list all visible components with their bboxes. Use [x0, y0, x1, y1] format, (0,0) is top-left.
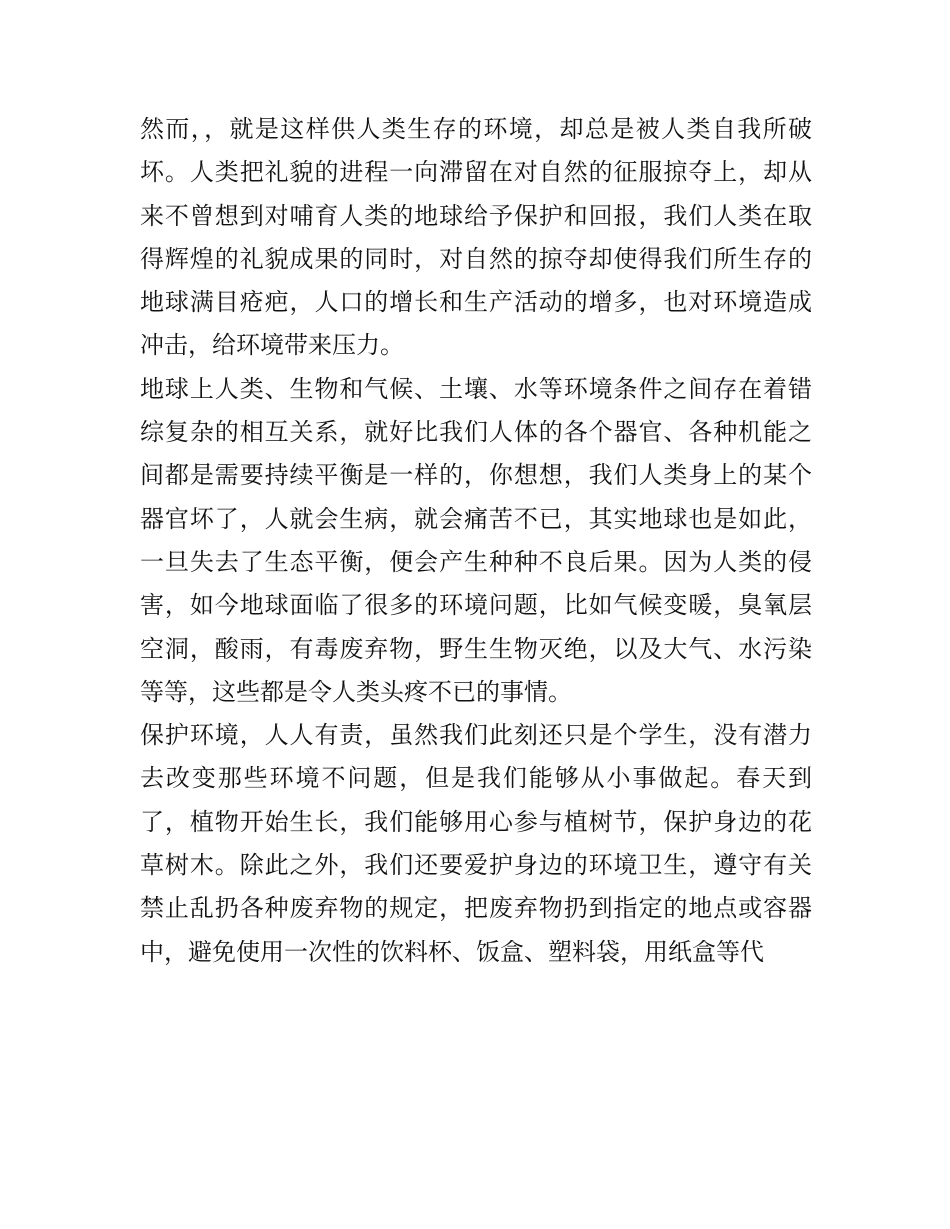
text-line: 中，避免使用一次性的饮料杯、饭盒、塑料袋，用纸盒等代 — [140, 937, 764, 966]
text-line: 保护环境，人人有责，虽然我们此刻还只是个学生，没有潜力 — [140, 721, 812, 750]
document-body — [140, 108, 812, 974]
paragraph-environment-damage — [140, 108, 812, 368]
text-line: 来不曾想到对哺育人类的地球给予保护和回报，我们人类在取 — [140, 201, 812, 230]
text-line: 地球上人类、生物和气候、土壤、水等环境条件之间存在着错 — [140, 374, 812, 403]
text-line: 了，植物开始生长，我们能够用心参与植树节，保护身边的花 — [140, 807, 812, 836]
text-line: 禁止乱扔各种废弃物的规定，把废弃物扔到指定的地点或容器 — [140, 894, 812, 923]
text-line: 空洞，酸雨，有毒废弃物，野生生物灭绝，以及大气、水污染 — [140, 634, 812, 663]
text-line: 害，如今地球面临了很多的环境问题，比如气候变暖，臭氧层 — [140, 591, 812, 620]
text-line: 一旦失去了生态平衡，便会产生种种不良后果。因为人类的侵 — [140, 547, 812, 576]
text-line: 地球满目疮疤，人口的增长和生产活动的增多，也对环境造成 — [140, 288, 812, 317]
paragraph-ecological-balance — [140, 368, 812, 714]
text-line: 间都是需要持续平衡是一样的，你想想，我们人类身上的某个 — [140, 461, 812, 490]
text-line: 器官坏了，人就会生病，就会痛苦不已，其实地球也是如此， — [140, 504, 812, 533]
text-line: 然而，，就是这样供人类生存的环境，却总是被人类自我所破 — [140, 115, 812, 143]
text-line: 去改变那些环境不问题，但是我们能够从小事做起。春天到 — [140, 764, 812, 793]
paragraph-protect-environment — [140, 714, 812, 974]
text-line: 冲击，给环境带来压力。 — [140, 331, 404, 360]
text-line: 草树木。除此之外，我们还要爱护身边的环境卫生，遵守有关 — [140, 851, 812, 880]
text-line: 等等，这些都是令人类头疼不已的事情。 — [140, 677, 572, 706]
text-line: 综复杂的相互关系，就好比我们人体的各个器官、各种机能之 — [140, 418, 812, 447]
text-line: 坏。人类把礼貌的进程一向滞留在对自然的征服掠夺上，却从 — [140, 158, 812, 187]
text-line: 得辉煌的礼貌成果的同时，对自然的掠夺却使得我们所生存的 — [140, 244, 812, 273]
